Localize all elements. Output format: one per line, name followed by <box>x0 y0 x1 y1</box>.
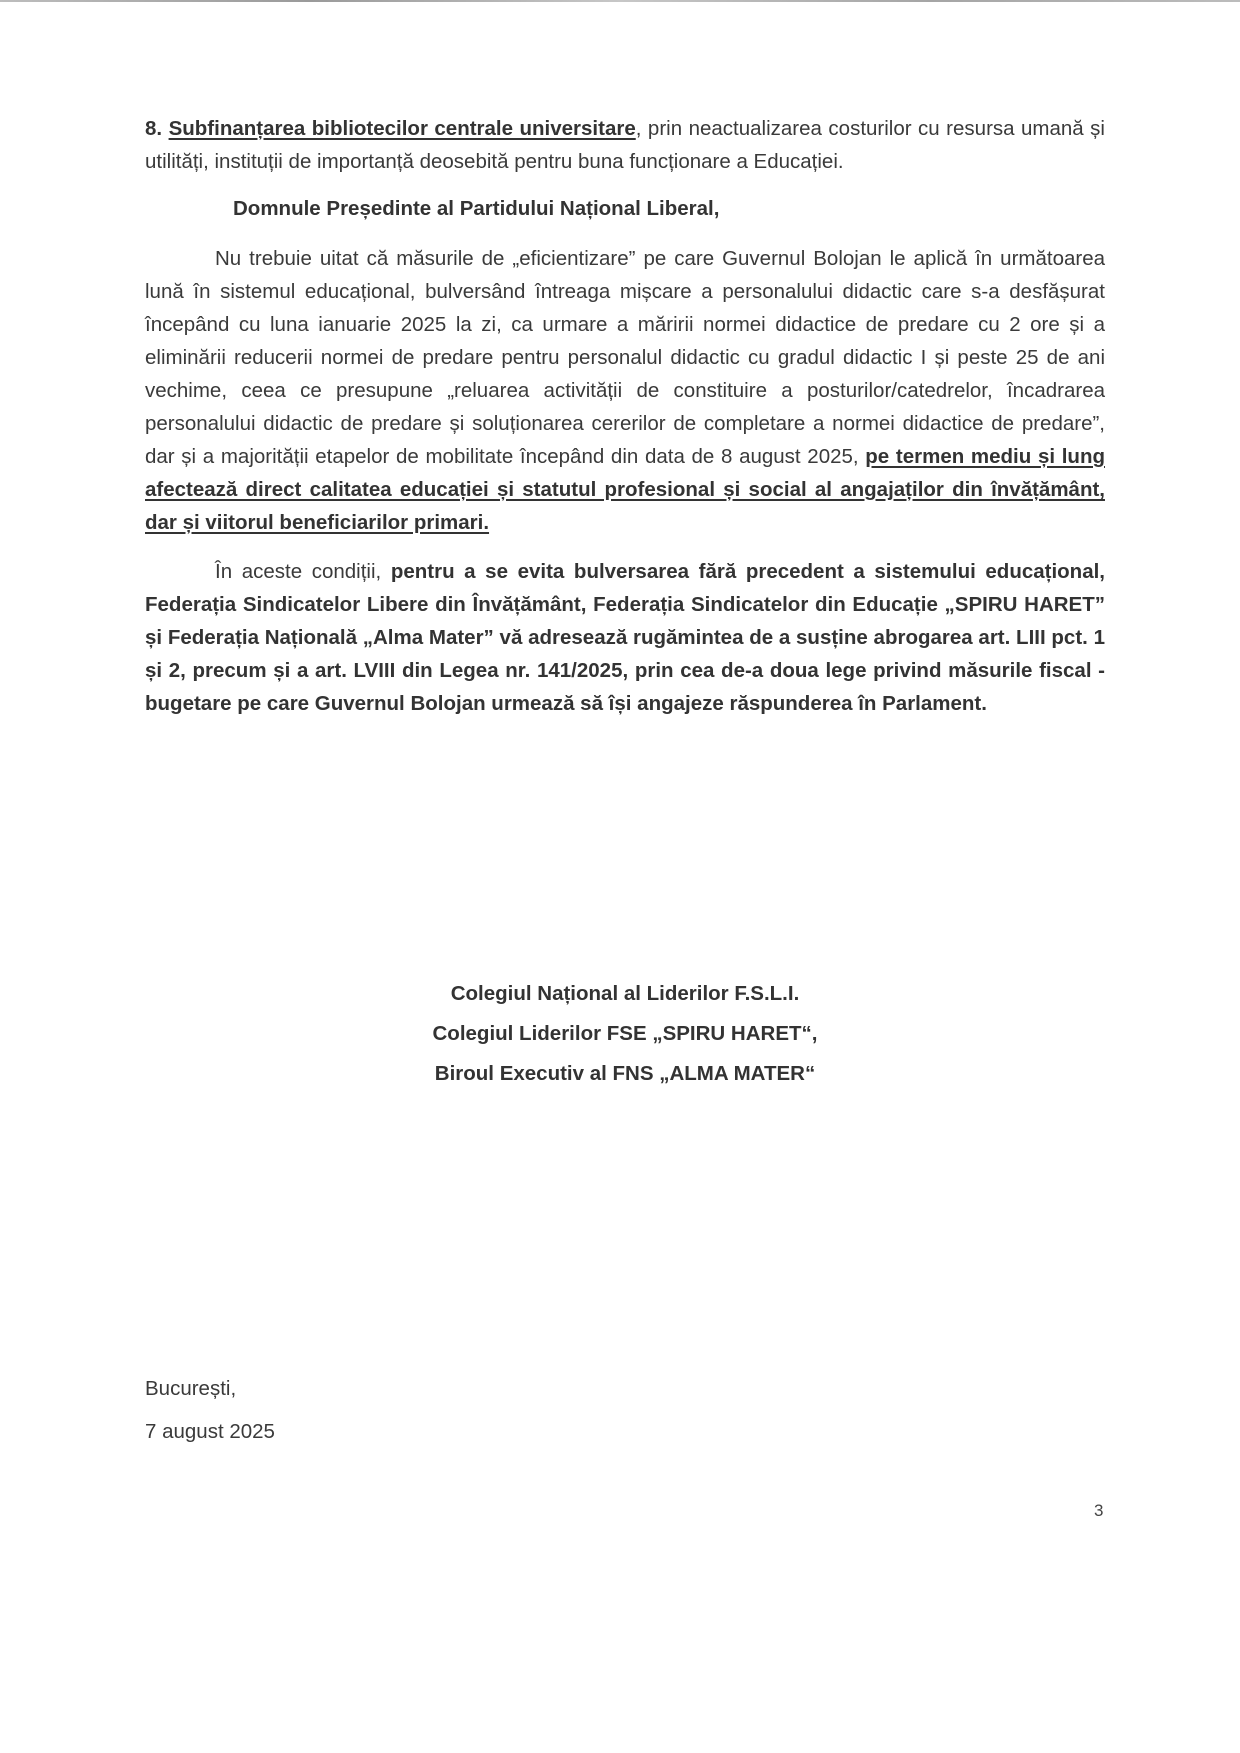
place: București, <box>145 1377 237 1400</box>
signatories <box>145 974 1105 1094</box>
paragraph-1-text: Nu trebuie uitat că măsurile de „eficientizare” pe care Guvernul Bolojan le aplică în următoarea lună în sistemul educațional, bulversând întreaga mișcare a personalului didactic care s-a desfășurat începând cu luna ianuarie 2025 la zi, ca urmare a măririi normei didactice de predare cu 2 ore și a eliminării reducerii normei de predare pentru personalul didactic cu gradul didactic I și peste 25 de ani vechime, ceea ce presupune „reluarea activității de constituire a posturilor/catedrelor, încadrarea personalului didactic de predare și soluționarea cererilor de completare a normei didactice de predare”, dar și a majorității etapelor de mobilitate începând din data de 8 august 2025, <box>145 247 1105 468</box>
page-top-edge <box>0 0 1240 2</box>
signatory-fse: Colegiul Liderilor FSE „SPIRU HARET“, <box>432 1022 818 1045</box>
paragraph-2-bold: pentru a se evita bulversarea fără precedent a sistemului educațional, Federația Sindicatelor Libere din Învățământ, Federația Sindicatelor din Educație „SPIRU HARET” și Federația Națională „Alma Mater” vă adresează rugămintea de a susține abrogarea art. LIII pct. 1 și 2, precum și a art. LVIII din Legea nr. 141/2025, prin cea de-a doua lege privind măsurile fiscal - bugetare pe care Guvernul Bolojan urmează să își angajeze răspunderea în Parlament. <box>145 560 1105 715</box>
page-number: 3 <box>1094 1501 1104 1520</box>
date: 7 august 2025 <box>145 1420 275 1443</box>
paragraph-2-lead: În aceste condiții, <box>215 560 391 583</box>
item-8-text: , prin neactualizarea costurilor cu resursa umană și utilități, instituții de importanță deosebită pentru buna funcționare a Educației. <box>145 117 1105 173</box>
paragraph-2 <box>145 555 1105 720</box>
item-8 <box>145 112 1105 178</box>
item-8-title: Subfinanțarea bibliotecilor centrale universitare <box>168 117 636 140</box>
document-page <box>145 112 1105 1443</box>
salutation: Domnule Președinte al Partidului Național Liberal, <box>233 197 720 220</box>
signatory-fsli: Colegiul Național al Liderilor F.S.L.I. <box>450 982 800 1005</box>
item-8-number: 8. <box>145 117 169 140</box>
place-date <box>145 1367 275 1453</box>
paragraph-1 <box>145 242 1105 539</box>
signatory-fns: Biroul Executiv al FNS „ALMA MATER“ <box>434 1062 816 1085</box>
paragraph-1-emphasis: pe termen mediu și lung afectează direct calitatea educației și statutul profesional și social al angajaților din învățământ, dar și viitorul beneficiarilor primari. <box>145 445 1105 534</box>
